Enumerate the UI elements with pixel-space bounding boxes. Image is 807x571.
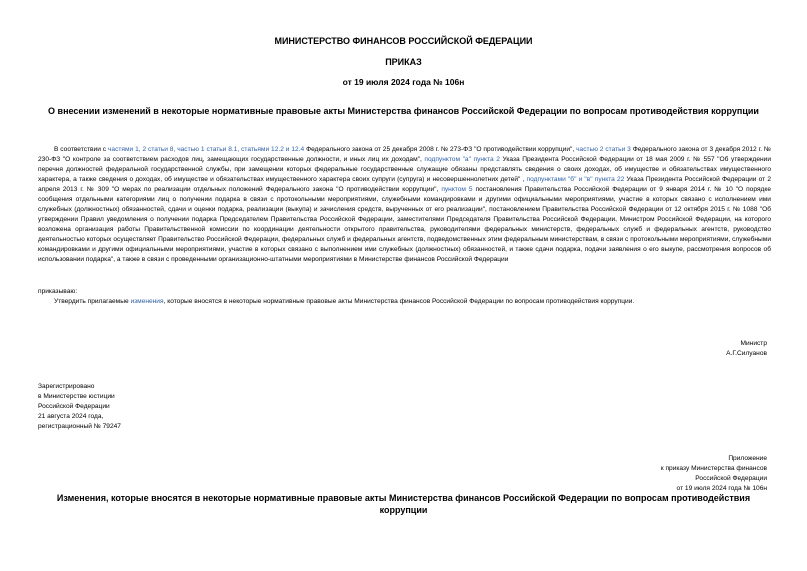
preamble-text: Федерального закона от 3 декабря 2012 г. № 230-ФЗ "О контроле за соответствием расходов лиц, замещающих государственные должности, и иных лиц их доходам",	[38, 146, 772, 163]
document-type: ПРИКАЗ	[385, 57, 422, 67]
law-link[interactable]: подпунктом "а" пункта 2	[424, 156, 500, 163]
changes-link[interactable]: изменения	[130, 298, 164, 305]
law-link[interactable]: частями 1, 2 статьи 8, частью 1 статьи 8.1, статьями 12.2 и 12.4	[107, 146, 305, 153]
approve-text: , которые вносятся в некоторые нормативные правовые акты Министерства финансов Российской Федерации по вопросам противодействия коррупции.	[163, 298, 635, 305]
preamble-text: Указа Президента Российской Федерации от 18 мая 2009 г. № 557 "Об утверждении перечня должностей федеральной государственной службы, при замещении которых федеральные государственные служащие обязаны представлять сведения о своих доходах, об имуществе и обязательствах имущественного характера, а также сведения о доходах, об имуществе и обязательствах имущественного характера своих супруги (супруга) и несовершеннолетних детей" ,	[38, 156, 772, 183]
approve-text: Утвердить прилагаемые	[54, 298, 131, 305]
document-date-number: от 19 июля 2024 года № 106н	[342, 77, 465, 87]
approve-paragraph	[38, 298, 771, 305]
appendix-line: Российской Федерации	[695, 475, 767, 482]
preamble-text: постановления Правительства Российской Федерации от 9 января 2014 г. № 10 "О порядке сообщения отдельными категориями лиц о получении подарка в связи с протокольными мероприятиями, служебными командировками и другими официальными мероприятиями, участие в которых связано с исполнением ими служебных (должностных) обязанностей, сдачи и оценки подарка, реализации (выкупа) и зачисления средств, вырученных от его реализации", постановлением Правительства Российской Федерации от 12 октября 2015 г. № 1088 "Об утверждении Правил уведомления о получении подарка Председателем Правительства Российской Федерации, заместителями Председателя Правительства Российской Федерации, Министром Российской Федерации, на которого возложена организация работы Правительственной комиссии по координации деятельности открытого правительства, руководителями федеральных министерств, федеральных служб и федеральных агентств, руководство деятельностью которых осуществляет Правительство Российской Федерации, федеральных служб и федеральных агентств, подведомственных этим федеральным министерствам, в связи с протокольными мероприятиями, служебными командировками и другими официальными мероприятиями, участие в которых связано с выполнением ими служебных (должностных) обязанностей, и также сдачи подарка, подачи заявления о его выкупе, рассмотрения вопросов об использовании подарка", а также в связи с проведенными организационно-штатными мероприятиями в Министерстве финансов Российской Федерации	[38, 186, 771, 263]
registration-date: 21 августа 2024 года,	[38, 413, 104, 420]
law-link[interactable]: пунктом 5	[441, 186, 473, 193]
registration-line: Зарегистрировано	[38, 383, 95, 390]
registration-line: в Министерстве юстиции	[38, 393, 115, 400]
document-title: О внесении изменений в некоторые нормативные правовые акты Министерства финансов Российской Федерации по вопросам противодействия коррупции	[48, 106, 759, 116]
appendix-date-number: от 19 июля 2024 года № 106н	[676, 485, 767, 492]
law-link[interactable]: подпунктами "б" и "в" пункта 22	[526, 176, 625, 183]
appendix-line: Приложение	[728, 455, 767, 462]
order-word: приказываю:	[38, 288, 78, 295]
registration-line: Российской Федерации	[38, 403, 110, 410]
appendix-title: Изменения, которые вносятся в некоторые нормативные правовые акты Министерства финансов Российской Федерации по вопросам противодействия коррупции	[56, 493, 751, 515]
preamble-paragraph	[38, 145, 771, 265]
preamble-text: В соответствии с	[54, 146, 108, 153]
appendix-line: к приказу Министерства финансов	[660, 465, 767, 472]
registration-number: регистрационный № 79247	[38, 423, 121, 430]
signer-name: А.Г.Силуанов	[726, 350, 767, 357]
law-link[interactable]: частью 2 статьи 3	[576, 146, 631, 153]
preamble-text: Указа Президента Российской Федерации от 2 апреля 2013 г. № 309 "О мерах по реализации отдельных положений Федерального закона "О противодействии коррупции",	[38, 176, 772, 193]
signer-position: Министр	[740, 340, 767, 347]
preamble-text: Федерального закона от 25 декабря 2008 г. № 273-ФЗ "О противодействии коррупции",	[304, 146, 577, 153]
ministry-heading: МИНИСТЕРСТВО ФИНАНСОВ РОССИЙСКОЙ ФЕДЕРАЦИИ	[274, 36, 533, 46]
